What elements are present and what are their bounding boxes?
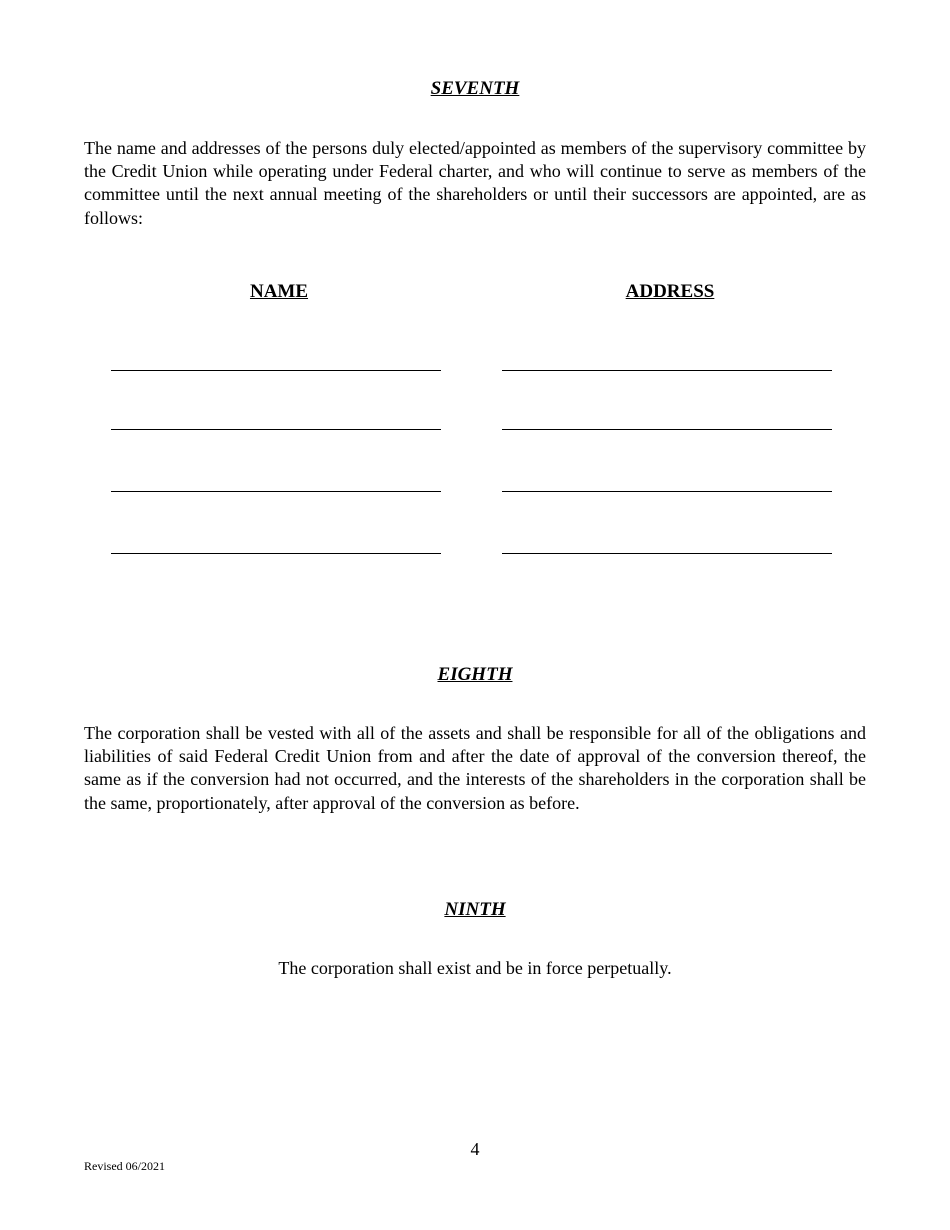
column-header-name: NAME xyxy=(249,281,309,302)
page-number: 4 xyxy=(470,1139,480,1159)
address-blank-line-1[interactable] xyxy=(502,370,832,371)
revision-note: Revised 06/2021 xyxy=(84,1159,165,1173)
name-blank-line-4[interactable] xyxy=(111,553,441,554)
address-blank-line-2[interactable] xyxy=(502,429,832,430)
section-heading-ninth: NINTH xyxy=(444,899,506,920)
section-heading-eighth: EIGHTH xyxy=(437,664,513,685)
section-paragraph-eighth: The corporation shall be vested with all of the assets and shall be responsible for all of the obligations and liabilities of said Federal Credit Union from and after the date of approval of the conversion thereof, the same as if the conversion had not occurred, and the interests of the shareholders in the corporation shall be the same, proportionately, after approval of the conversion as before. xyxy=(84,723,866,813)
name-blank-line-1[interactable] xyxy=(111,370,441,371)
name-blank-line-2[interactable] xyxy=(111,429,441,430)
section-text-ninth: The corporation shall exist and be in force perpetually. xyxy=(278,958,672,978)
address-blank-line-3[interactable] xyxy=(502,491,832,492)
section-heading-seventh: SEVENTH xyxy=(430,78,520,99)
name-blank-line-3[interactable] xyxy=(111,491,441,492)
address-blank-line-4[interactable] xyxy=(502,553,832,554)
column-header-address: ADDRESS xyxy=(625,281,715,302)
section-paragraph-seventh: The name and addresses of the persons duly elected/appointed as members of the supervisory committee by the Credit Union while operating under Federal charter, and who will continue to serve as members of the committee until the next annual meeting of the shareholders or until their successors are appointed, are as follows: xyxy=(84,138,866,228)
